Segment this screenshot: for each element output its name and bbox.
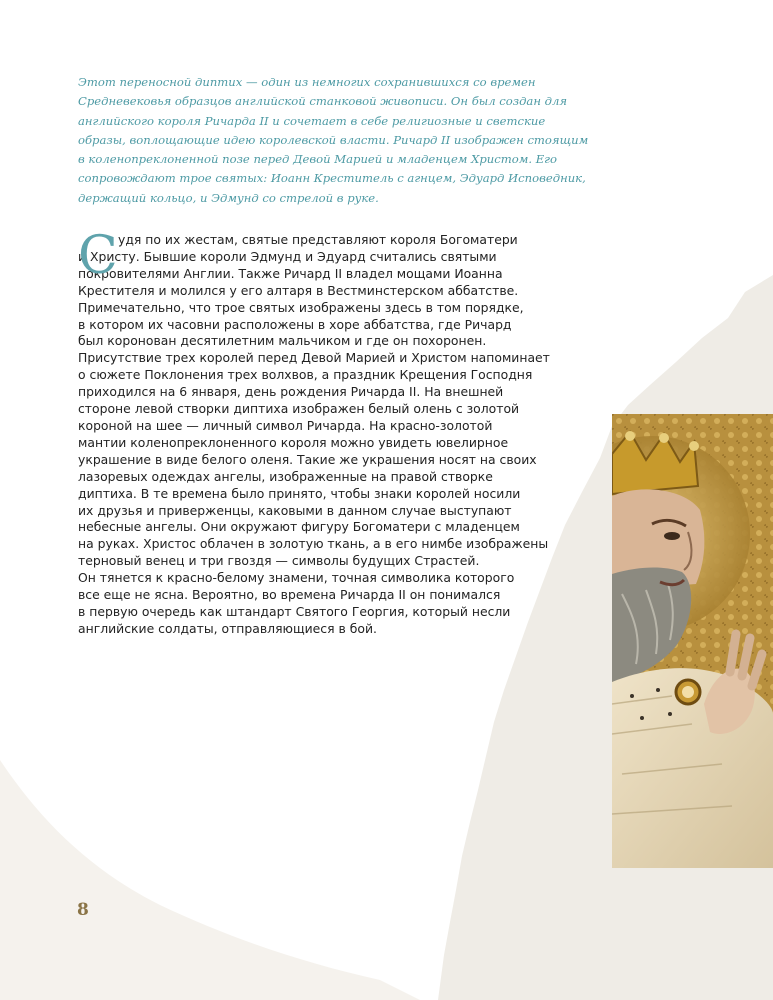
- body-line: все еще не ясна. Вероятно, во времена Ричарда II он понимался: [78, 587, 501, 603]
- body-line: и Христу. Бывшие короли Эдмунд и Эдуард считались святыми: [78, 248, 497, 264]
- intro-line: образы, воплощающие идею королевской власти. Ричард II изображен стоящим: [78, 132, 589, 147]
- body-line: диптиха. В те времена было принято, чтобы знаки королей носили: [78, 485, 521, 501]
- body-line: Он тянется к красно-белому знамени, точная символика которого: [78, 570, 515, 586]
- body-line: Примечательно, что трое святых изображены здесь в том порядке,: [78, 299, 524, 315]
- intro-line: держащий кольцо, и Эдмунд со стрелой в руке.: [78, 190, 379, 205]
- body-line: приходился на 6 января, день рождения Ричарда II. На внешней: [78, 384, 504, 400]
- body-line: терновый венец и три гвоздя — символы будущих Страстей.: [78, 553, 480, 569]
- body-line: о сюжете Поклонения трех волхвов, а праздник Крещения Господня: [78, 367, 533, 383]
- intro-line: Средневековья образцов английской станковой живописи. Он был создан для: [78, 94, 568, 109]
- body-line: удя по их жестам, святые представляют короля Богоматери: [118, 232, 518, 247]
- body-line: небесные ангелы. Они окружают фигуру Богоматери с младенцем: [78, 519, 520, 535]
- body-line: на руках. Христос облачен в золотую ткань, а в его нимбе изображены: [78, 536, 549, 552]
- body-line: стороне левой створки диптиха изображен белый олень с золотой: [78, 401, 520, 417]
- body-line: был коронован десятилетним мальчиком и где он похоронен.: [78, 333, 487, 349]
- intro-line: Этот переносной диптих — один из немногих сохранившихся со времен: [78, 75, 536, 89]
- saint-portrait-image: [612, 414, 773, 868]
- body-line: мантии коленопреклоненного короля можно увидеть ювелирное: [78, 434, 509, 450]
- body-line: в первую очередь как штандарт Святого Георгия, который несли: [78, 603, 511, 619]
- body-line: покровителями Англии. Также Ричард II владел мощами Иоанна: [78, 265, 503, 281]
- body-line: лазоревых одеждах ангелы, изображенные на правой створке: [78, 468, 493, 484]
- body-line: их друзья и приверженцы, каковыми в данном случае выступают: [78, 502, 512, 518]
- page-number: 8: [77, 900, 89, 920]
- intro-line: сопровождают трое святых: Иоанн Креститель с агнцем, Эдуард Исповедник,: [78, 171, 586, 186]
- body-line: Присутствие трех королей перед Девой Марией и Христом напоминает: [78, 350, 550, 366]
- body-text: [78, 226, 568, 638]
- body-line: короной на шее — личный символ Ричарда. На красно-золотой: [78, 417, 493, 433]
- intro-line: в коленопреклоненной позе перед Девой Марией и младенцем Христом. Его: [78, 152, 557, 167]
- body-line: Крестителя и молился у его алтаря в Вестминстерском аббатстве.: [78, 282, 519, 298]
- drop-cap: С: [78, 226, 118, 286]
- body-line: в котором их часовни расположены в хоре аббатства, где Ричард: [78, 316, 512, 332]
- intro-caption: [78, 73, 589, 208]
- body-line: украшение в виде белого оленя. Такие же украшения носят на своих: [78, 451, 537, 467]
- intro-line: английского короля Ричарда II и сочетает в себе религиозные и светские: [78, 113, 546, 128]
- body-line: английские солдаты, отправляющиеся в бой.: [78, 620, 377, 636]
